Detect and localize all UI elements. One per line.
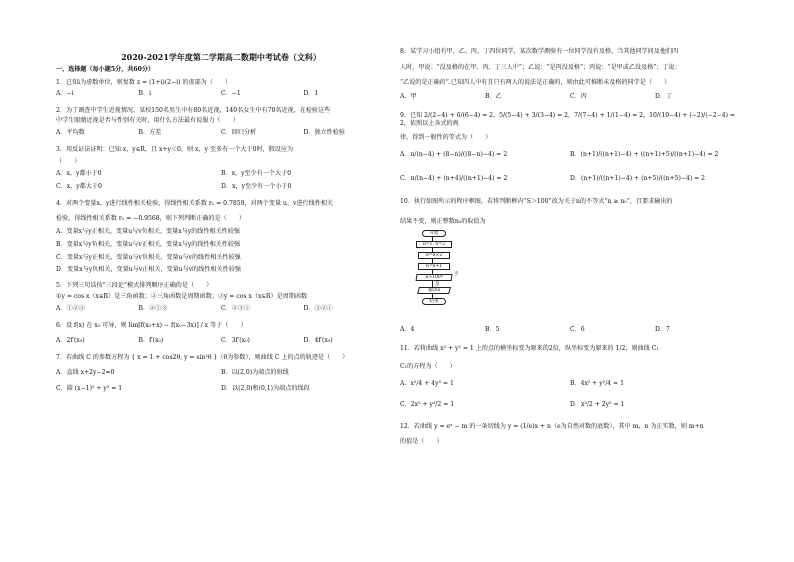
option-d: D．丁 — [655, 92, 673, 100]
option-d: D．x²/2 + 2y² = 1 — [570, 401, 625, 409]
option-a: A．甲 — [400, 92, 417, 100]
question-3-options — [56, 170, 386, 191]
option-b: B．4x² + y²/4 = 1 — [570, 379, 624, 387]
section-heading: 一、选择题（每小题5分，共60分） — [56, 66, 155, 73]
question-12-line-1: 12．若曲线 y = eˣ − m 的一条切线为 y = (1/e)x + n（e为自然对数的底数），其中 m，n 为正实数，则 m+n — [400, 422, 704, 430]
right-column — [400, 48, 740, 450]
option-d: D．③②① — [303, 304, 333, 312]
option-b: B．5 — [485, 325, 500, 333]
question-10-line-1: 10．执行如图所示的程序框图，若将判断框内“S＞100”改为关于n的不等式“n ≥ n₀”，且要求输出的 — [400, 198, 673, 206]
question-2 — [56, 107, 386, 125]
question-12 — [400, 423, 740, 446]
question-2-options — [56, 129, 386, 137]
flow-init: n=1, S=2 — [416, 241, 452, 248]
question-5 — [56, 282, 386, 301]
question-4-options — [56, 228, 386, 273]
option-b: B．i — [138, 90, 152, 98]
question-4 — [56, 200, 386, 222]
option-c: C．x，y都大于0 — [56, 183, 102, 191]
option-d: D．4f′(x₀) — [303, 337, 333, 345]
option-a: A．n/(n−4) + (8−n)/((8−n)−4) = 2 — [400, 151, 508, 159]
question-11 — [400, 345, 740, 370]
question-11-line-1: 11．若将曲线 x² + y² = 1 上的点的横坐标变为原来的2倍，纵坐标变为原来的 1/2，则曲线 C₁ — [400, 345, 659, 353]
option-d: D．7 — [655, 325, 670, 333]
option-c: C．变量x与y正相关，变量u与v负相关，变量u与v的线性相关性较强 — [56, 253, 241, 261]
question-10-line-2: 结果不变，则正整数n₀的取值为 — [400, 218, 486, 226]
question-7: 7．若曲线 C 的参数方程为 { x = 1 + cos2θ, y = sin²θ }（θ为参数），则曲线 C 上的点的轨迹是（ ） — [56, 353, 349, 361]
option-a: A．平均数 — [56, 129, 85, 137]
question-4-line-2: 检验，得线性相关系数 r₂ = −0.9568，则下列判断正确的是（ ） — [56, 214, 245, 222]
flow-start: 开始 — [422, 230, 446, 237]
question-5-options — [56, 305, 386, 313]
question-6-options — [56, 337, 386, 345]
option-c: C．丙 — [570, 92, 587, 100]
option-a: A．变量x与y正相关，变量u与v负相关，变量x与y的线性相关性较强 — [56, 228, 240, 236]
question-8-line-1: 8．某学习小组有甲、乙、丙、丁四位同学，某次数学测验有一位同学没有及格，当其他同学问及他们四 — [400, 48, 679, 55]
flow-no-label: 否 — [454, 271, 459, 277]
question-12-line-2: 的值是（ ） — [400, 438, 443, 446]
flow-step-n: n=n+1 — [418, 263, 450, 270]
option-c: C．圆 (x−1)² + y² = 1 — [56, 385, 123, 393]
option-b: B．变量x与y负相关，变量u与v正相关，变量x与y的线性相关性较强 — [56, 240, 241, 248]
question-1-options — [56, 90, 386, 98]
option-c: C．回归分析 — [221, 129, 257, 137]
option-c: C．②③① — [221, 304, 251, 312]
option-a: A．4 — [400, 325, 415, 333]
option-b: B．f′(x₀) — [138, 337, 164, 345]
flow-yes-label: 是 — [435, 281, 440, 287]
option-d: D．独立性检验 — [303, 129, 345, 137]
question-3 — [56, 146, 386, 166]
option-b: B．方差 — [138, 129, 162, 137]
option-b: B．(n+1)/((n+1)−4) + ((n+1)+5)/((n+1)−4) = 2 — [570, 151, 719, 159]
option-d: D．以(2,0)和(0,1)为端点的线段 — [221, 385, 310, 393]
question-2-line-2: 中学生眼睛近视是否与性别有关时，用什么方法最有说服力（ ） — [56, 117, 239, 125]
option-a: A．2f′(x₀) — [56, 337, 85, 345]
option-c: C．3f′(x₀) — [221, 337, 250, 345]
option-d: D．x，y至少有一个小于0 — [221, 183, 292, 191]
question-10-options — [400, 326, 740, 334]
flow-arrow — [432, 281, 433, 287]
left-column — [56, 66, 386, 402]
question-4-line-1: 4．对两个变量x、y进行线性相关检验，得线性相关系数 r₁ = 0.7859，对两个变量 u、v进行线性相关 — [56, 200, 334, 208]
flow-output: 输出n — [417, 287, 451, 294]
option-d: D．变量x与y负相关，变量u与v正相关，变量u与v的线性相关性较强 — [56, 266, 241, 274]
question-1: 1．已知i为虚数单位，则复数 z = (1+i)(2−i) 的虚部为（ ） — [56, 78, 232, 86]
question-9-options — [400, 151, 740, 182]
option-b: B．②①③ — [138, 304, 168, 312]
question-5-line-2: ①y = cos x（x∈R）是三角函数；②三角函数是周期函数；③y = cos x（x∈R）是周期函数 — [56, 293, 308, 301]
option-a: A．x²/4 + 4y² = 1 — [400, 379, 454, 387]
question-11-line-2: C₁的方程为（ ） — [400, 362, 456, 370]
question-8-line-2: 人时，甲说：“没及格的在甲、丙、丁三人中”；乙说：“是丙没及格”；丙说：“是甲或乙没及格”；丁说： — [400, 63, 681, 71]
question-7-options — [56, 369, 386, 392]
flow-end: 结束 — [422, 298, 446, 305]
question-9-line-2: 律，得到一般性的等式为（ ） — [400, 133, 492, 141]
option-c: C．−1 — [221, 90, 241, 98]
question-9 — [400, 112, 740, 141]
option-c: C．6 — [570, 325, 585, 333]
option-c: C．n/(n−4) + (n+4)/((n+1)−4) = 2 — [400, 174, 508, 182]
question-8 — [400, 48, 740, 87]
question-11-options — [400, 380, 740, 409]
flowchart — [410, 230, 470, 320]
flow-decision: S>100? — [415, 274, 452, 281]
option-b: B．以(2,0)为端点的射线 — [221, 369, 289, 377]
question-6: 6．设 f(x) 在 x₀ 可导，则 lim[f(x₀+x) − f(x₀−3x)] / x 等于（ ） — [56, 321, 247, 329]
question-5-line-1: 5．下列三句话按“三段论”模式排列顺序正确的是（ ） — [56, 281, 213, 289]
option-a: A．直线 x+2y−2=0 — [56, 369, 115, 377]
option-d: D．(n+1)/((n+1)−4) + (n+5)/((n+5)−4) = 2 — [570, 174, 706, 182]
option-a: A．x，y都小于0 — [56, 169, 102, 177]
option-a: A．①②③ — [56, 304, 85, 312]
option-b: B．x，y至少有一个大于0 — [221, 169, 292, 177]
option-a: A．−i — [56, 90, 74, 98]
question-3-line-2: （ ） — [56, 158, 81, 166]
question-10 — [400, 198, 740, 225]
question-2-line-1: 2．为了调查中学生近视情况，某校150名男生中有80名近视，140名女生中有70名近视，在检验这些 — [56, 106, 331, 114]
question-9-line-1: 9．已知 2/(2−4) + 6/(6−4) = 2，5/(5−4) + 3/(3−4) = 2，7/(7−4) + 1/(1−4) = 2，10/(10−4) + (−2)/(−2−4) = 2，依照以上各式的规 — [400, 112, 735, 128]
option-c: C．2x² + y²/2 = 1 — [400, 401, 455, 409]
question-8-line-3: “乙说的是正确的”.已知四人中有且只有两人的说法是正确的，则由此可推断未及格的同学是（ ） — [400, 79, 671, 87]
exam-title: 2020-2021学年度第二学期高二数期中考试卷（文科） — [121, 52, 321, 62]
question-8-options — [400, 93, 740, 101]
question-3-line-1: 3．用反证法证明：已知 x，y∈R，且 x+y＜0，则 x，y 至多有一个大于0时，假设应为 — [56, 145, 294, 153]
option-b: B．乙 — [485, 92, 502, 100]
option-d: D．1 — [303, 90, 319, 98]
flow-step-s: S=S×2 — [418, 252, 450, 259]
